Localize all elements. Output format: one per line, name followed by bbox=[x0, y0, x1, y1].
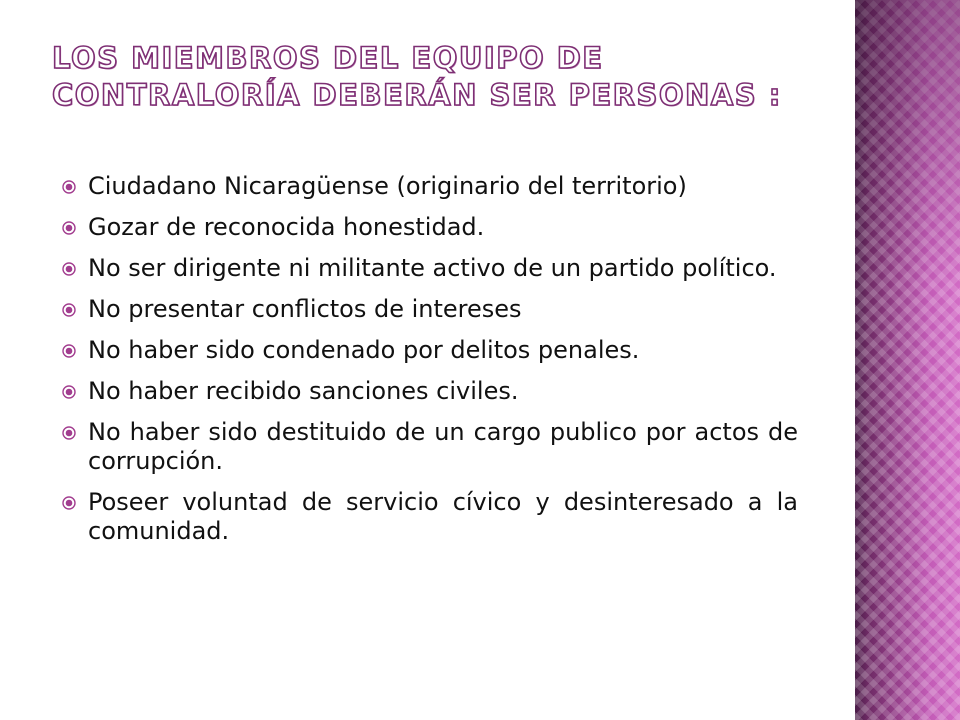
circle-bullet-icon bbox=[62, 221, 76, 235]
circle-bullet-icon bbox=[62, 303, 76, 317]
list-item bbox=[62, 336, 798, 365]
circle-bullet-icon bbox=[62, 426, 76, 440]
circle-bullet-icon bbox=[62, 180, 76, 194]
bullet-text: No haber sido condenado por delitos penales. bbox=[88, 336, 640, 364]
list-item bbox=[62, 377, 798, 406]
circle-bullet-icon bbox=[62, 262, 76, 276]
bullet-text: Gozar de reconocida honestidad. bbox=[88, 213, 485, 241]
bullet-text: No ser dirigente ni militante activo de un partido político. bbox=[88, 254, 777, 282]
list-item bbox=[62, 254, 798, 283]
list-item bbox=[62, 295, 798, 324]
circle-bullet-icon bbox=[62, 344, 76, 358]
decorative-side-panel bbox=[855, 0, 960, 720]
bullet-text: Ciudadano Nicaragüense (originario del territorio) bbox=[88, 172, 687, 200]
circle-bullet-icon bbox=[62, 385, 76, 399]
list-item bbox=[62, 418, 798, 476]
bullet-text: No presentar conflictos de intereses bbox=[88, 295, 522, 323]
slide-title: LOS MIEMBROS DEL EQUIPO DE CONTRALORÍA DEBERÁN SER PERSONAS : bbox=[52, 41, 782, 112]
bullet-text: No haber sido destituido de un cargo publico por actos de corrupción. bbox=[88, 418, 798, 475]
bullet-text: Poseer voluntad de servicio cívico y desinteresado a la comunidad. bbox=[88, 488, 798, 545]
bullet-list bbox=[62, 172, 798, 558]
list-item bbox=[62, 172, 798, 201]
bullet-text: No haber recibido sanciones civiles. bbox=[88, 377, 519, 405]
list-item bbox=[62, 213, 798, 242]
circle-bullet-icon bbox=[62, 496, 76, 510]
list-item bbox=[62, 488, 798, 546]
